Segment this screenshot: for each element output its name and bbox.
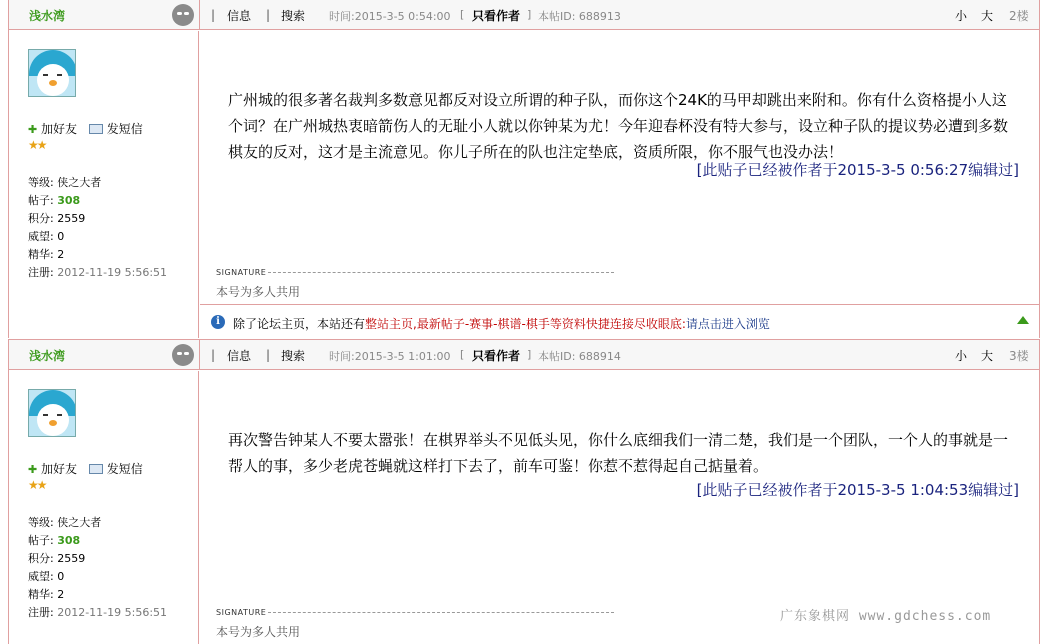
add-friend-icon: ✚ [28, 123, 38, 136]
stat-label: 帖子: [28, 534, 54, 547]
stat-value: 2559 [57, 552, 86, 565]
username-link[interactable]: 浅水湾 [29, 349, 66, 363]
stat-label: 积分: [28, 212, 54, 225]
bracket-open: [ [460, 348, 465, 361]
post-2 [8, 0, 1040, 338]
user-actions [28, 460, 143, 477]
stat-label: 精华: [28, 588, 54, 601]
post-id: 本帖ID: 688913 [538, 10, 621, 23]
font-small-button[interactable]: 小 [955, 349, 968, 363]
edited-note: [此贴子已经被作者于2015-3-5 0:56:27编辑过] [696, 161, 1019, 179]
post-id: 本帖ID: 688914 [538, 350, 621, 363]
user-sidebar [9, 371, 199, 644]
stat-label: 帖子: [28, 194, 54, 207]
mail-icon [89, 464, 103, 474]
nav-separator: | [266, 348, 271, 362]
add-friend-icon: ✚ [28, 463, 38, 476]
signature-label: SIGNATURE [216, 608, 267, 617]
nav-separator: | [211, 8, 216, 22]
site-watermark: 广东象棋网 www.gdchess.com [780, 609, 992, 624]
signature-label: SIGNATURE [216, 268, 267, 277]
notice-text [233, 315, 770, 332]
user-sidebar [9, 31, 199, 338]
username-link[interactable]: 浅水湾 [29, 9, 66, 23]
post-header [9, 340, 1039, 370]
bracket-open: [ [460, 8, 465, 21]
post-content [200, 371, 1039, 644]
stat-value: 0 [57, 230, 65, 243]
user-stats [28, 174, 167, 282]
stat-label: 等级: [28, 176, 54, 189]
notice-link[interactable]: 请点击进入浏览 [685, 317, 770, 331]
stat-value: 2012-11-19 5:56:51 [57, 266, 168, 279]
rank-stars: ★★ [28, 478, 46, 492]
avatar[interactable] [28, 49, 76, 97]
nav-separator: | [266, 8, 271, 22]
info-link[interactable]: 信息 [227, 9, 252, 23]
user-stats [28, 514, 167, 622]
header-divider [199, 340, 200, 370]
post-time: 时间:2015-3-5 1:01:00 [329, 350, 451, 363]
post-body: 广州城的很多著名裁判多数意见都反对设立所谓的种子队，而你这个24K的马甲却跳出来附和。你有什么资格提小人这个词？在广州城热衷暗箭伤人的无耻小人就以你钟某为尤！今年迎春杯没有特大参与，设立种子队的提议势必遭到多数棋友的反对，这才是主流意见。你儿子所在的队也注定垫底，资质所限，你不服气也没办法！ [228, 91, 1009, 161]
rank-stars: ★★ [28, 138, 46, 152]
nav-separator: | [211, 348, 216, 362]
stat-value: 2012-11-19 5:56:51 [57, 606, 168, 619]
only-author-link[interactable]: 只看作者 [472, 9, 521, 23]
header-divider [199, 0, 200, 30]
user-face-icon [172, 4, 194, 26]
add-friend-link[interactable]: 加好友 [41, 122, 78, 136]
only-author-link[interactable]: 只看作者 [472, 349, 521, 363]
stat-value: 侠之大者 [57, 516, 102, 529]
signature-text: 本号为多人共用 [216, 625, 301, 639]
edited-note: [此贴子已经被作者于2015-3-5 1:04:53编辑过] [696, 481, 1019, 499]
stat-value: 2 [57, 588, 65, 601]
post-header [9, 0, 1039, 30]
send-message-link[interactable]: 发短信 [106, 462, 143, 476]
font-large-button[interactable]: 大 [981, 349, 994, 363]
stat-value: 308 [57, 194, 81, 207]
stat-value: 2 [57, 248, 65, 261]
signature-text: 本号为多人共用 [216, 285, 301, 299]
stat-label: 注册: [28, 266, 54, 279]
post-time: 时间:2015-3-5 0:54:00 [329, 10, 451, 23]
stat-label: 精华: [28, 248, 54, 261]
stat-value: 308 [57, 534, 81, 547]
notice-highlight: 整站主页,最新帖子-赛事-棋谱-棋手等资料快捷连接尽收眼底: [365, 317, 686, 331]
stat-label: 等级: [28, 516, 54, 529]
notice-prefix: 除了论坛主页，本站还有 [233, 317, 366, 331]
post-body: 再次警告钟某人不要太嚣张！在棋界举头不见低头见，你什么底细我们一清二楚，我们是一个团队，一个人的事就是一帮人的事，多少老虎苍蝇就这样打下去了，前车可鉴！你惹不惹得起自己掂量着。 [228, 431, 1009, 475]
stat-label: 威望: [28, 230, 54, 243]
avatar[interactable] [28, 389, 76, 437]
bracket-close: ] [527, 348, 532, 361]
stat-value: 侠之大者 [57, 176, 102, 189]
post-3 [8, 339, 1040, 644]
bracket-close: ] [527, 8, 532, 21]
stat-label: 积分: [28, 552, 54, 565]
send-message-link[interactable]: 发短信 [106, 122, 143, 136]
floor-number: 3楼 [1009, 349, 1029, 363]
font-large-button[interactable]: 大 [981, 9, 994, 23]
site-notice [200, 304, 1039, 338]
info-icon: i [211, 315, 225, 329]
stat-label: 威望: [28, 570, 54, 583]
add-friend-link[interactable]: 加好友 [41, 462, 78, 476]
stat-label: 注册: [28, 606, 54, 619]
user-face-icon [172, 344, 194, 366]
signature-divider [216, 268, 614, 277]
back-to-top-icon[interactable] [1017, 316, 1029, 324]
search-link[interactable]: 搜索 [281, 9, 306, 23]
user-actions [28, 120, 143, 137]
mail-icon [89, 124, 103, 134]
info-link[interactable]: 信息 [227, 349, 252, 363]
stat-value: 2559 [57, 212, 86, 225]
search-link[interactable]: 搜索 [281, 349, 306, 363]
font-small-button[interactable]: 小 [955, 9, 968, 23]
signature-divider [216, 608, 614, 617]
stat-value: 0 [57, 570, 65, 583]
floor-number: 2楼 [1009, 9, 1029, 23]
